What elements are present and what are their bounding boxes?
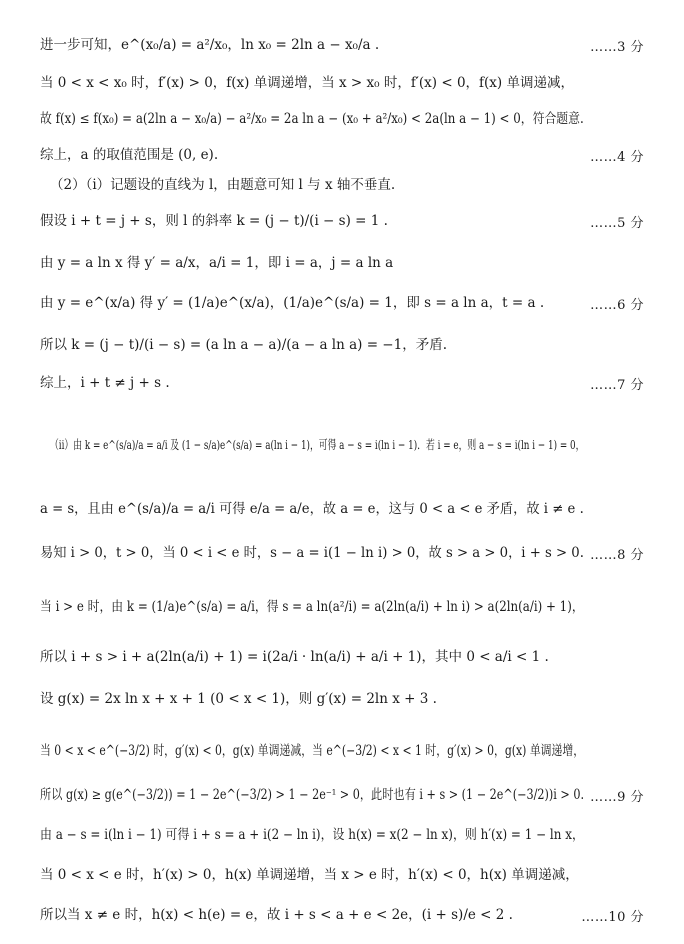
score-mark: ……9 分 (590, 790, 644, 805)
score-mark: ……3 分 (590, 40, 644, 55)
score-mark: ……8 分 (590, 548, 644, 563)
score-mark: ……4 分 (590, 150, 644, 165)
solution-line-11: （ii）由 k = e^(s/a)/a = a/i 及 (1 − s/a)e^(s/a) = a(ln i − 1)，可得 a − s = i(ln i − 1)．若 i = e，则 a − s = i(ln i − 1) = 0， (50, 437, 585, 452)
solution-line-2: 当 0 < x < x₀ 时，f′(x) > 0，f(x) 单调递增，当 x > x₀ 时，f′(x) < 0，f(x) 单调递减， (40, 75, 574, 91)
solution-line-8: 由 y = e^(x/a) 得 y′ = (1/a)e^(x/a)，(1/a)e^(s/a) = 1，即 s = a ln a，t = a . (40, 295, 545, 311)
solution-line-17: 当 0 < x < e^(−3/2) 时，g′(x) < 0，g(x) 单调递减，当 e^(−3/2) < x < 1 时，g′(x) > 0，g(x) 单调递增， (40, 743, 585, 759)
solution-line-7: 由 y = a ln x 得 y′ = a/x，a/i = 1，即 i = a，j = a ln a (40, 255, 394, 271)
solution-line-19: 由 a − s = i(ln i − 1) 可得 i + s = a + i(2 − ln i)，设 h(x) = x(2 − ln x)，则 h′(x) = 1 − ln x， (40, 827, 584, 843)
solution-line-10: 综上，i + t ≠ j + s . (40, 375, 170, 391)
solution-line-21: 所以当 x ≠ e 时，h(x) < h(e) = e，故 i + s < a + e < 2e，(i + s)/e < 2 . (40, 907, 513, 923)
score-mark: ……10 分 (581, 910, 644, 925)
score-mark: ……5 分 (590, 216, 644, 231)
score-mark: ……6 分 (590, 298, 644, 313)
solution-line-3: 故 f(x) ≤ f(x₀) = a(2ln a − x₀/a) − a²/x₀ = 2a ln a − (x₀ + a²/x₀) < 2a(ln a − 1) < 0，符合题意. (40, 111, 584, 127)
solution-line-16: 设 g(x) = 2x ln x + x + 1 (0 < x < 1)，则 g′(x) = 2ln x + 3 . (40, 691, 437, 707)
solution-line-1: 进一步可知，e^(x₀/a) = a²/x₀，ln x₀ = 2ln a − x₀/a . (40, 37, 380, 53)
solution-line-6: 假设 i + t = j + s，则 l 的斜率 k = (j − t)/(i − s) = 1 . (40, 213, 388, 229)
solution-line-18: 所以 g(x) ≥ g(e^(−3/2)) = 1 − 2e^(−3/2) > 1 − 2e⁻¹ > 0，此时也有 i + s > (1 − 2e^(−3/2))i > 0. (40, 787, 585, 803)
solution-line-9: 所以 k = (j − t)/(i − s) = (a ln a − a)/(a − a ln a) = −1，矛盾. (40, 337, 447, 353)
solution-line-13: 易知 i > 0，t > 0，当 0 < i < e 时，s − a = i(1 − ln i) > 0，故 s > a > 0，i + s > 0. (40, 545, 584, 561)
solution-line-4: 综上，a 的取值范围是 (0, e). (40, 147, 219, 163)
solution-line-5: （2）（i）记题设的直线为 l，由题意可知 l 与 x 轴不垂直. (50, 177, 396, 193)
solution-line-14: 当 i > e 时，由 k = (1/a)e^(s/a) = a/i，得 s = a ln(a²/i) = a(2ln(a/i) + ln i) > a(2ln(a/i) + 1)， (40, 599, 584, 615)
solution-line-12: a = s，且由 e^(s/a)/a = a/i 可得 e/a = a/e，故 a = e，这与 0 < a < e 矛盾，故 i ≠ e . (40, 501, 584, 517)
solution-line-15: 所以 i + s > i + a(2ln(a/i) + 1) = i(2a/i · ln(a/i) + a/i + 1)，其中 0 < a/i < 1 . (40, 649, 549, 665)
solution-line-20: 当 0 < x < e 时，h′(x) > 0，h(x) 单调递增，当 x > e 时，h′(x) < 0，h(x) 单调递减， (40, 867, 579, 883)
score-mark: ……7 分 (590, 378, 644, 393)
